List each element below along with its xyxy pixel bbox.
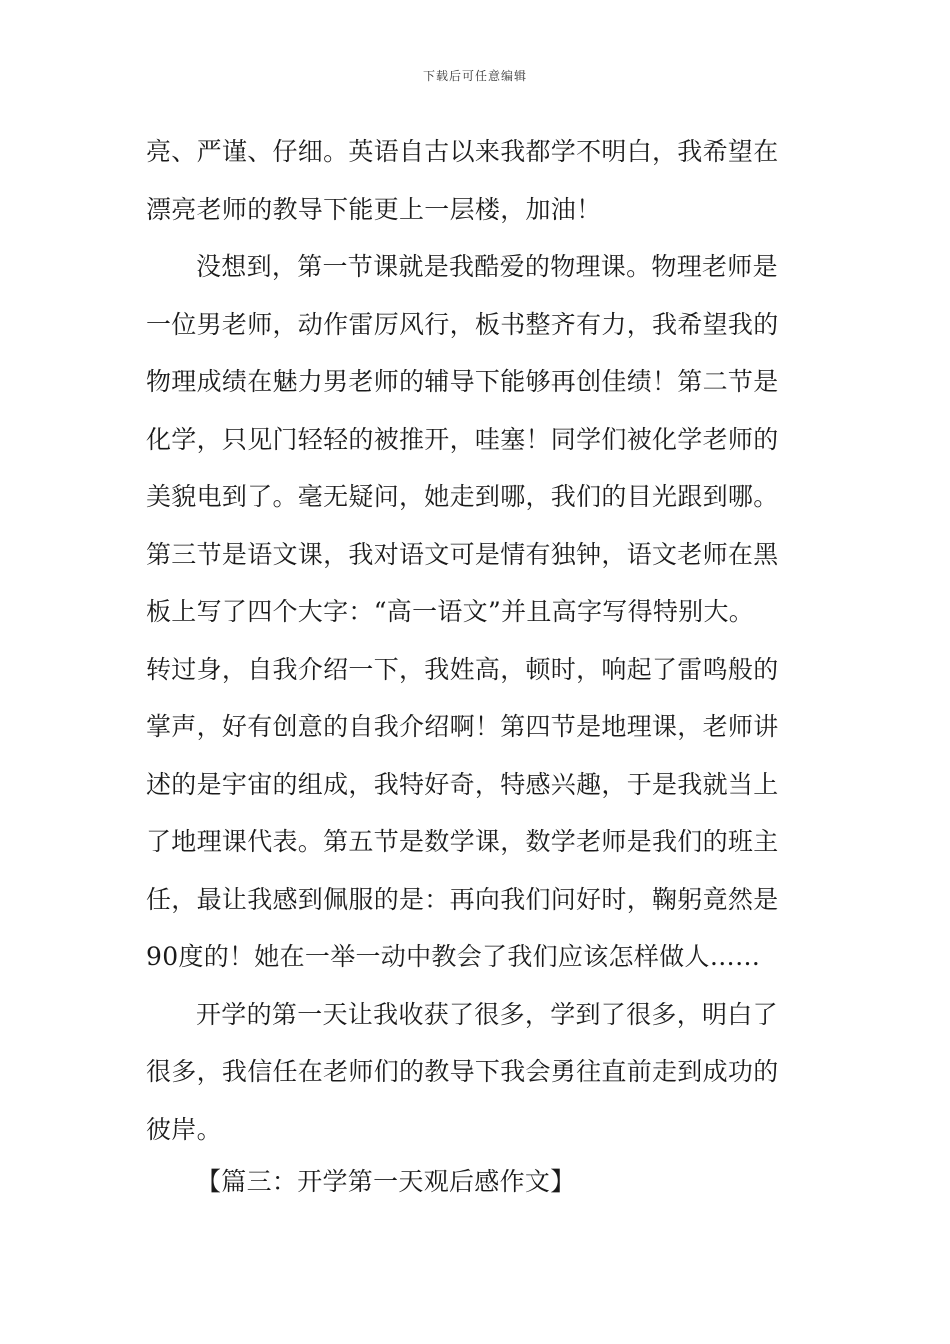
- body-line: 美貌电到了。毫无疑问，她走到哪，我们的目光跟到哪。: [146, 482, 779, 511]
- body-line: 物理成绩在魅力男老师的辅导下能够再创佳绩！第二节是: [146, 367, 779, 396]
- document-body: [146, 130, 806, 1165]
- body-line: 掌声，好有创意的自我介绍啊！第四节是地理课，老师讲: [146, 712, 779, 741]
- body-line: 化学，只见门轻轻的被推开，哇塞！同学们被化学老师的: [146, 424, 779, 454]
- section-heading: 【篇三：开学第一天观后感作文】: [196, 1167, 576, 1196]
- body-line: 没想到，第一节课就是我酷爱的物理课。物理老师是: [196, 252, 778, 281]
- body-line: 了地理课代表。第五节是数学课，数学老师是我们的班主: [146, 827, 779, 856]
- body-line: 漂亮老师的教导下能更上一层楼，加油！: [146, 194, 602, 224]
- body-line: 第三节是语文课，我对语文可是情有独钟，语文老师在黑: [146, 539, 779, 569]
- body-line: 开学的第一天让我收获了很多，学到了很多，明白了: [196, 999, 778, 1029]
- body-line: 很多，我信任在老师们的教导下我会勇往直前走到成功的: [146, 1057, 779, 1086]
- body-line: 述的是宇宙的组成，我特好奇，特感兴趣，于是我就当上: [146, 769, 779, 799]
- body-line: 板上写了四个大字：“高一语文”并且高字写得特别大。: [146, 597, 755, 626]
- body-line: 90度的！她在一举一动中教会了我们应该怎样做人……: [146, 942, 761, 971]
- body-line: 转过身，自我介绍一下，我姓高，顿时，响起了雷鸣般的: [146, 654, 779, 684]
- page-header: 下载后可任意编辑: [422, 69, 527, 83]
- body-line: 一位男老师，动作雷厉风行，板书整齐有力，我希望我的: [146, 309, 779, 339]
- body-line: 彼岸。: [146, 1114, 222, 1144]
- body-line: 亮、严谨、仔细。英语自古以来我都学不明白，我希望在: [146, 137, 779, 166]
- body-line: 任，最让我感到佩服的是：再向我们问好时，鞠躬竟然是: [146, 884, 779, 914]
